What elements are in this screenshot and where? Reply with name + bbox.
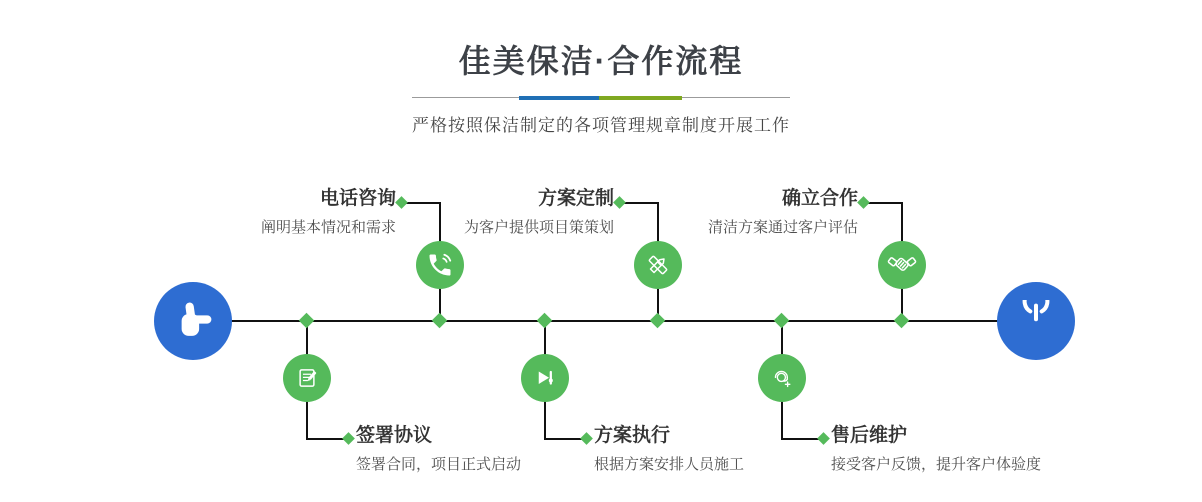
step-label bbox=[831, 425, 1041, 474]
step-label bbox=[708, 188, 858, 237]
label-diamond bbox=[817, 432, 830, 445]
handshake-icon bbox=[886, 249, 918, 281]
step-icon-circle bbox=[416, 241, 464, 289]
phone-icon bbox=[426, 251, 454, 279]
step-icon-circle bbox=[758, 354, 806, 402]
step-description: 接受客户反馈，提升客户体验度 bbox=[831, 456, 1042, 473]
timeline-diamond bbox=[894, 313, 910, 329]
step-icon-circle bbox=[283, 354, 331, 402]
pointing-hand-icon bbox=[172, 300, 214, 342]
label-diamond bbox=[613, 196, 626, 209]
page-subtitle: 严格按照保洁制定的各项管理规章制度开展工作 bbox=[412, 116, 790, 135]
step-title: 签署协议 bbox=[356, 425, 433, 446]
step-title: 方案执行 bbox=[594, 425, 671, 446]
step-title: 确立合作 bbox=[781, 188, 858, 209]
step-label bbox=[356, 425, 521, 474]
end-circle bbox=[997, 282, 1075, 360]
pencil-ruler-icon bbox=[643, 250, 673, 280]
contract-pen-icon bbox=[292, 363, 322, 393]
timeline-diamond bbox=[650, 313, 666, 329]
step-icon-circle bbox=[634, 241, 682, 289]
divider-gray-left bbox=[412, 97, 519, 98]
label-diamond bbox=[857, 196, 870, 209]
label-diamond bbox=[342, 432, 355, 445]
step-description: 签署合同，项目正式启动 bbox=[356, 456, 522, 473]
step-label bbox=[594, 425, 744, 474]
timeline-diamond bbox=[774, 313, 790, 329]
divider-green-segment bbox=[599, 96, 682, 100]
step-icon-circle bbox=[521, 354, 569, 402]
step-description: 阐明基本情况和需求 bbox=[260, 219, 396, 236]
page-title: 佳美保洁·合作流程 bbox=[458, 43, 744, 79]
play-execute-icon bbox=[530, 363, 560, 393]
divider-blue-segment bbox=[519, 96, 599, 100]
step-title: 方案定制 bbox=[537, 188, 614, 209]
timeline-diamond bbox=[299, 313, 315, 329]
step-label bbox=[464, 188, 614, 237]
header bbox=[0, 42, 1202, 136]
step-description: 为客户提供项目策策划 bbox=[463, 219, 614, 236]
power-icon bbox=[1015, 300, 1057, 342]
start-circle bbox=[154, 282, 232, 360]
timeline-line bbox=[193, 320, 1036, 322]
timeline-diamond bbox=[432, 313, 448, 329]
step-label bbox=[261, 188, 396, 237]
step-title: 售后维护 bbox=[831, 425, 908, 446]
label-diamond bbox=[580, 432, 593, 445]
label-diamond bbox=[395, 196, 408, 209]
step-description: 根据方案安排人员施工 bbox=[594, 456, 745, 473]
step-title: 电话咨询 bbox=[319, 188, 396, 209]
title-divider bbox=[0, 95, 1202, 100]
step-description: 清洁方案通过客户评估 bbox=[707, 219, 858, 236]
step-icon-circle bbox=[878, 241, 926, 289]
divider-gray-right bbox=[682, 97, 790, 98]
headset-service-icon bbox=[767, 363, 797, 393]
timeline-diamond bbox=[537, 313, 553, 329]
